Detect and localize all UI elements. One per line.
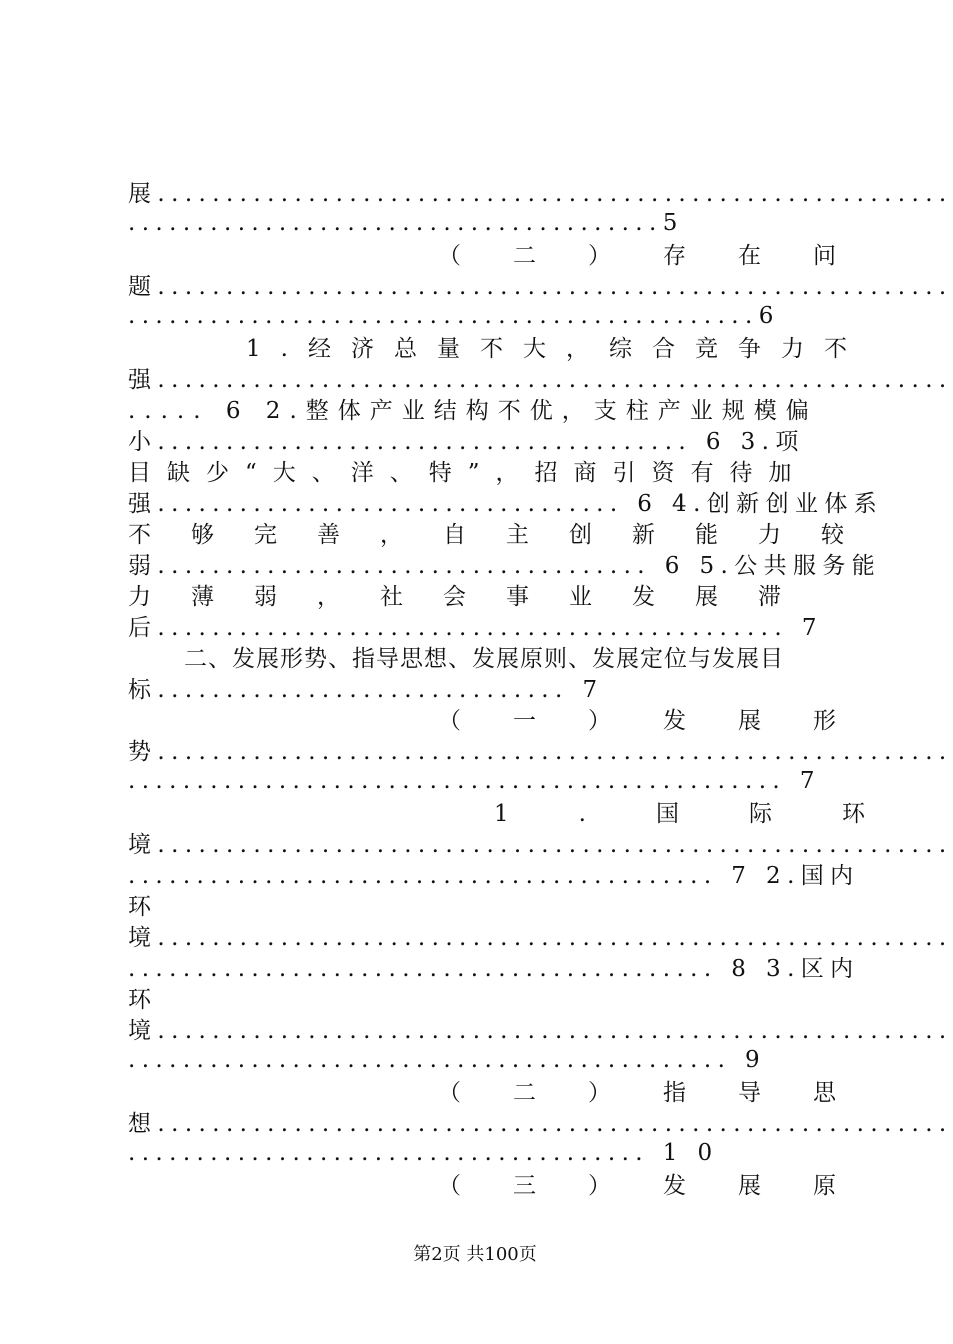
toc-line: （三）发展原 [438, 1173, 888, 1199]
toc-line: ........................................... 8 3.区内 [128, 956, 860, 982]
toc-line: 想.......................................................... [128, 1111, 953, 1137]
toc-line: 不够完善，自主创新能力较 [128, 522, 884, 548]
toc-line: 弱.................................... 6 5.公共服务能 [128, 553, 882, 579]
toc-line: ........................................... 7 2.国内 [128, 863, 860, 889]
toc-line: ..... 6 2.整体产业结构不优，支柱产业规模偏 [128, 398, 818, 424]
toc-line: 境.......................................................... [128, 1018, 953, 1044]
toc-line: 强.................................. 6 4.创新创业体系 [128, 491, 884, 517]
toc-line: 势.......................................................... [128, 739, 953, 765]
toc-line: ................................................ 7 [128, 767, 821, 794]
toc-line: 二、发展形势、指导思想、发展原则、发展定位与发展目 [184, 646, 784, 672]
table-of-contents [128, 176, 953, 1199]
toc-line: 1.经济总量不大，综合竞争力不 [246, 336, 867, 362]
page-footer [0, 1240, 950, 1266]
toc-line: 展.......................................................... [128, 181, 953, 207]
page-number-label: 第2页 共100页 [413, 1244, 537, 1265]
toc-line: 环 [128, 987, 158, 1013]
toc-line: 后.............................................. 7 [128, 615, 823, 641]
toc-line: 题.......................................................... [128, 274, 953, 300]
toc-line: 目缺少“大、洋、特”，招商引资有待加 [128, 460, 808, 486]
toc-line: 标.............................. 7 [128, 677, 604, 703]
toc-line: （二）存在问 [438, 243, 888, 269]
toc-line: 境.......................................................... [128, 832, 953, 858]
toc-line: 境.......................................................... [128, 925, 953, 951]
toc-line: 力薄弱，社会事业发展滞 [128, 584, 821, 610]
toc-line: ............................................ 9 [128, 1046, 767, 1073]
toc-line: ...................................... 1 0 [128, 1139, 719, 1166]
toc-line: ..............................................6 [128, 302, 780, 329]
toc-line: 1.国际环 [494, 801, 935, 827]
toc-line: （二）指导思 [438, 1080, 888, 1106]
toc-line: 小....................................... 6 3.项 [128, 429, 805, 455]
toc-line: （一）发展形 [438, 708, 888, 734]
toc-line: 强.......................................................... [128, 367, 953, 393]
toc-line: .......................................5 [128, 209, 684, 236]
toc-line: 环 [128, 894, 158, 920]
